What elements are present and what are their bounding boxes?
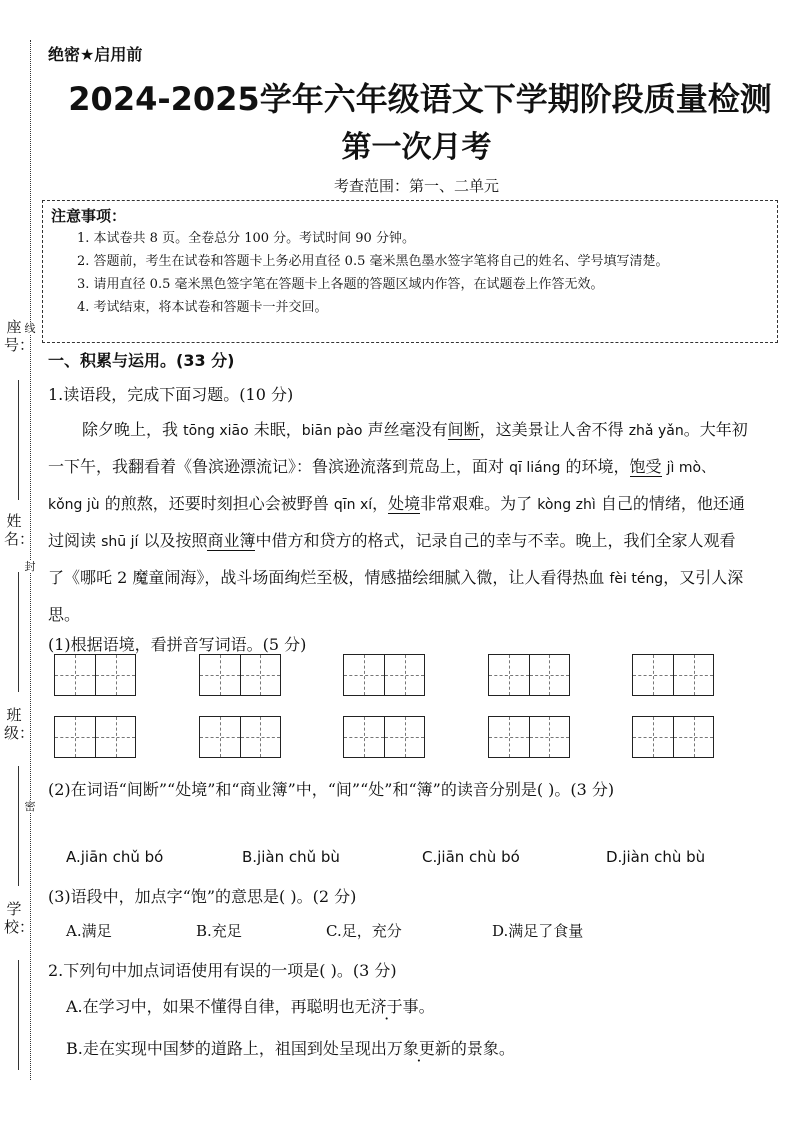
school-label: 学校： <box>4 900 35 936</box>
mark-seal: 封 <box>24 560 36 573</box>
answer-box[interactable] <box>199 716 281 758</box>
pinyin-9: fèi téng <box>609 571 664 587</box>
seat-number-label: 座号： <box>4 318 35 354</box>
question-1-sub2: (2)在词语“间断”“处境”和“商业簿”中，“间”“处”和“簿”的读音分别是( )。(3 分) <box>48 780 615 799</box>
answer-grid-row-2 <box>54 716 714 758</box>
section-heading: 一、积累与运用。(33 分) <box>48 351 235 370</box>
underlined-word-jianduan: 间断 <box>447 420 480 439</box>
seat-number-blank <box>18 380 19 500</box>
question-1-sub1: (1)根据语境，看拼音写词语。(5 分) <box>48 635 307 654</box>
question-2-stem: 2.下列句中加点词语使用有误的一项是( )。(3 分) <box>48 961 397 980</box>
notice-item: 4. 考试结束，将本试卷和答题卡一并交回。 <box>77 300 328 315</box>
question-1-stem: 1.读语段，完成下面习题。(10 分) <box>48 385 294 404</box>
notice-title: 注意事项： <box>51 207 127 225</box>
pinyin-7: kòng zhì <box>537 497 596 513</box>
underlined-word-shangyebu: 商业簿 <box>207 531 256 550</box>
answer-box[interactable] <box>199 654 281 696</box>
sub3-option-a[interactable]: A.满足 <box>66 922 112 940</box>
sub3-option-d[interactable]: D.满足了食量 <box>492 922 584 940</box>
sub2-option-a[interactable]: A.jiān chǔ bó <box>66 848 164 866</box>
pinyin-3: zhǎ yǎn <box>628 423 684 439</box>
confidential-label: 绝密★启用前 <box>48 45 143 64</box>
sub2-option-c[interactable]: C.jiān chù bó <box>422 848 520 866</box>
exam-subtitle: 第一次月考 <box>341 130 492 165</box>
pinyin-5: jì mò、kǒng jù <box>48 460 716 513</box>
dotted-word-b: 万象更新 <box>386 1039 451 1058</box>
class-label: 班级： <box>4 706 35 742</box>
notice-box <box>42 200 778 343</box>
answer-grid-row-1 <box>54 654 714 696</box>
answer-box[interactable] <box>632 654 714 696</box>
pinyin-2: biān pào <box>301 423 363 439</box>
binding-margin <box>0 0 40 1122</box>
name-blank <box>18 572 19 692</box>
notice-item: 1. 本试卷共 8 页。全卷总分 100 分。考试时间 90 分钟。 <box>77 231 415 246</box>
pinyin-8: shū jí <box>101 534 139 550</box>
school-blank <box>18 960 19 1070</box>
sub2-option-b[interactable]: B.jiàn chǔ bù <box>242 848 340 866</box>
exam-scope: 考查范围：第一、二单元 <box>333 177 499 195</box>
answer-box[interactable] <box>54 716 136 758</box>
sub3-option-c[interactable]: C.足，充分 <box>326 922 402 940</box>
answer-box[interactable] <box>343 716 425 758</box>
question-1-sub3: (3)语段中，加点字“饱”的意思是( )。(2 分) <box>48 887 357 906</box>
notice-item: 3. 请用直径 0.5 毫米黑色签字笔在答题卡上各题的答题区域内作答，在试题卷上作答无效。 <box>77 277 604 292</box>
answer-box[interactable] <box>343 654 425 696</box>
sub2-option-d[interactable]: D.jiàn chù bù <box>606 848 706 866</box>
mark-secret: 密 <box>24 800 36 813</box>
answer-box[interactable] <box>54 654 136 696</box>
pinyin-1: tōng xiāo <box>183 423 249 439</box>
underlined-word-baoshou: 饱受 <box>629 457 662 476</box>
class-blank <box>18 766 19 886</box>
answer-box[interactable] <box>488 654 570 696</box>
dotted-word-a: 无济于事 <box>354 997 419 1016</box>
q2-option-a[interactable]: A.在学习中，如果不懂得自律，再聪明也无济于事。 <box>66 997 435 1016</box>
name-label: 姓名： <box>4 512 35 548</box>
answer-box[interactable] <box>488 716 570 758</box>
reading-passage: 除夕晚上，我 tōng xiāo 未眠，biān pào 声丝毫没有间断，这美景让人舍不得 zhǎ yǎn。大年初一下午，我翻看着《鲁滨逊漂流记》：鲁滨逊流落到荒岛上，面对 qī liáng 的环境，饱受 jì mò、kǒng jù 的煎熬，还要时刻担心会被野兽 qīn xí，处境非常艰难。为了 kòng zhì 自己的情绪，他还通过阅读 shū jí 以及按照商业簿中借方和贷方的格式，记录自己的幸与不幸。晚上，我们全家人观看了《哪吒 2 魔童闹海》，战斗场面绚烂至极，情感描绘细腻入微，让人看得热血 fèi téng，又引人深思。 <box>48 420 748 624</box>
notice-item: 2. 答题前，考生在试卷和答题卡上务必用直径 0.5 毫米黑色墨水签字笔将自己的姓名、学号填写清楚。 <box>77 254 669 269</box>
underlined-word-chujing: 处境 <box>388 494 421 513</box>
exam-title: 2024-2025学年六年级语文下学期阶段质量检测 <box>68 80 772 118</box>
q2-option-b[interactable]: B.走在实现中国梦的道路上，祖国到处呈现出万象更新的景象。 <box>66 1039 515 1058</box>
sub3-option-b[interactable]: B.充足 <box>196 922 242 940</box>
pinyin-4: qī liáng <box>509 460 561 476</box>
mark-line: 线 <box>24 322 36 335</box>
pinyin-6: qīn xí <box>333 497 373 513</box>
answer-box[interactable] <box>632 716 714 758</box>
